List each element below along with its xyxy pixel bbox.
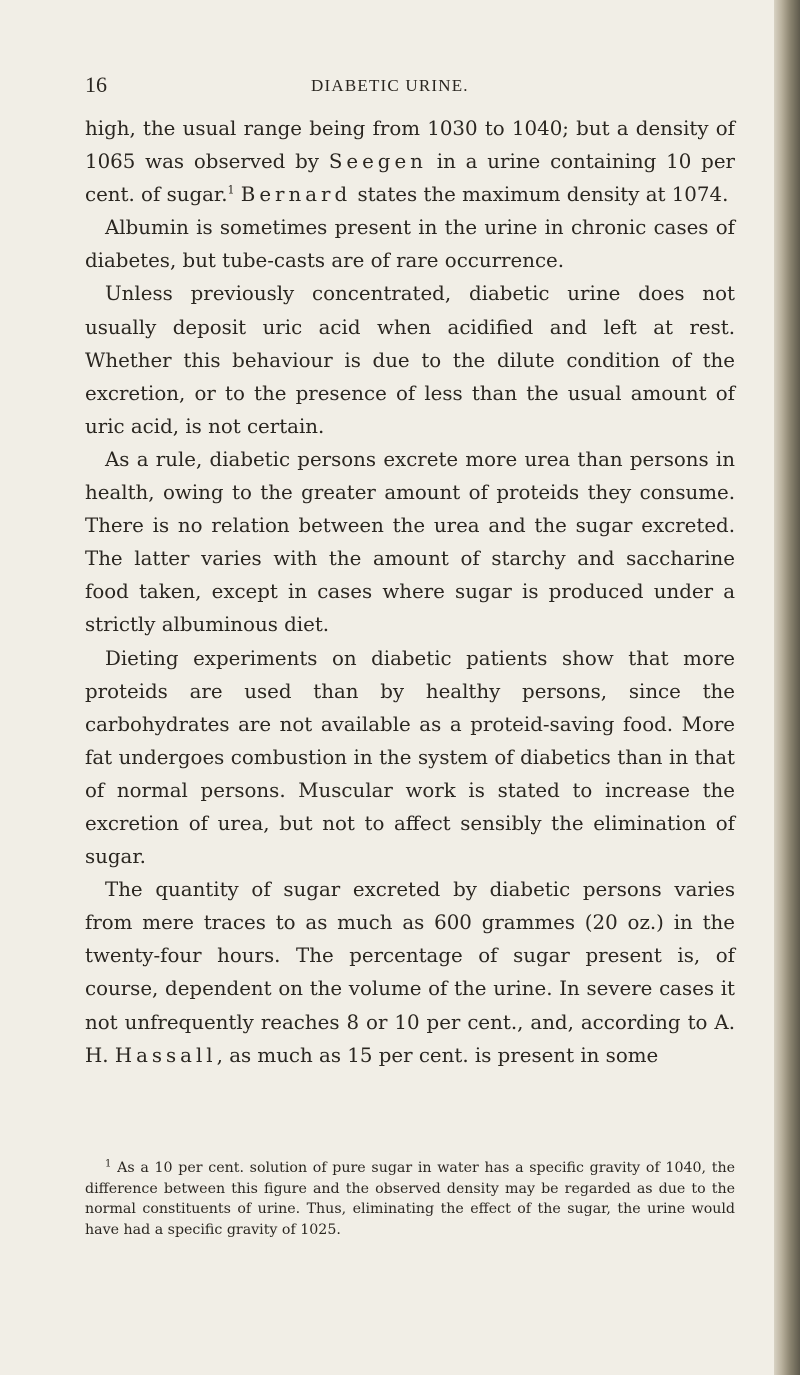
author-name-bernard: Bernard — [240, 183, 352, 207]
footnote-mark: 1 — [105, 1158, 112, 1170]
footnote-text: As a 10 per cent. solution of pure sugar in water has a specific gravity of 1040, the difference between this figure and the observed density may be regarded as due to the normal constituents of urine. Thus, eliminating the effect of the sugar, the urine would have had a specific gravity of 1025. — [85, 1160, 735, 1238]
footnote-reference: 1 — [227, 183, 235, 197]
paragraph-density — [85, 112, 735, 211]
paragraph-text: high, the usual range being from 1030 to 1040; but a density of 1065 was observed by — [85, 117, 735, 174]
author-name-hassall: Hassall — [114, 1043, 217, 1067]
paragraph-text: in a urine containing 10 per cent. of sugar. — [85, 150, 735, 207]
author-name-seegen: Seegen — [328, 150, 427, 174]
paragraph-text: states the maximum density at 1074. — [351, 183, 729, 207]
footnote — [85, 1158, 735, 1240]
paragraph-albumin: Albumin is sometimes present in the urine in chronic cases of diabetes, but tube-casts are of rare occurrence. — [85, 216, 735, 273]
paragraph-text: The quantity of sugar excreted by diabetic persons varies from mere traces to as much as 600 grammes (20 oz.) in the twenty-four hours. The percentage of sugar present is, of course, dependent on the volume of the urine. In severe cases it not unfrequently reaches 8 or 10 per cent., and, according to A. H. — [85, 878, 735, 1067]
page-number: 16 — [85, 72, 107, 97]
paragraph-uric-acid: Unless previously concentrated, diabetic urine does not usually deposit uric acid when acidified and left at rest. Whether this behaviour is due to the dilute condition of the excretion, or to the presence of less than the usual amount of uric acid, is not certain. — [85, 282, 735, 438]
page-header — [85, 72, 725, 102]
paragraph-urea: As a rule, diabetic persons excrete more urea than persons in health, owing to the greater amount of proteids they consume. There is no relation between the urea and the sugar excreted. The latter varies with the amount of starchy and saccharine food taken, except in cases where sugar is produced under a strictly albuminous diet. — [85, 447, 735, 637]
footnote-paragraph — [85, 1158, 735, 1240]
paragraph-sugar-quantity — [85, 873, 735, 1072]
paragraph-text: , as much as 15 per cent. is present in some — [216, 1043, 659, 1067]
running-head: DIABETIC URINE. — [311, 76, 469, 95]
page-edge-shadow — [774, 0, 800, 1375]
body-text — [85, 112, 735, 1072]
paragraph-dieting: Dieting experiments on diabetic patients show that more proteids are used than by healthy persons, since the carbohydrates are not available as a proteid-saving food. More fat undergoes combustion in the system of diabetics than in that of normal persons. Muscular work is stated to increase the excretion of urea, but not to affect sensibly the elimination of sugar. — [85, 646, 735, 869]
